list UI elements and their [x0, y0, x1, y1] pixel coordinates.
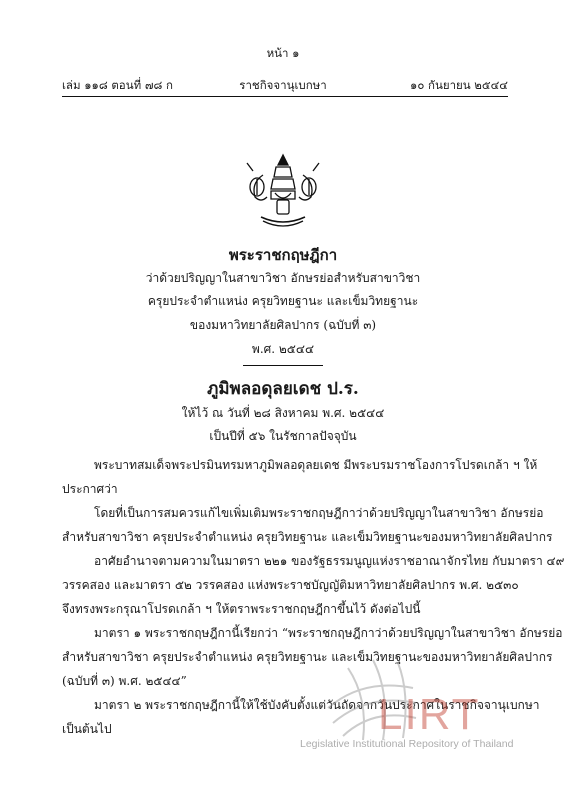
title-divider	[243, 365, 323, 366]
publication-date: ๑๐ กันยายน ๒๕๔๔	[410, 78, 508, 92]
royal-emblem-icon	[233, 153, 333, 233]
body-line: จึงทรงพระกรุณาโปรดเกล้า ฯ ให้ตราพระราชกฤษฎีกาขึ้นไว้ ดังต่อไปนี้	[62, 602, 421, 616]
body-line: สำหรับสาขาวิชา ครุยประจำตำแหน่ง ครุยวิทยฐานะ และเข็มวิทยฐานะของมหาวิทยาลัยศิลปากร	[62, 530, 553, 544]
decree-subtitle-3: ของมหาวิทยาลัยศิลปากร (ฉบับที่ ๓)	[189, 318, 377, 332]
body-line: (ฉบับที่ ๓) พ.ศ. ๒๕๔๔”	[62, 674, 187, 688]
body-line: โดยที่เป็นการสมควรแก้ไขเพิ่มเติมพระราชกฤษฎีกาว่าด้วยปริญญาในสาขาวิชา อักษรย่อ	[94, 506, 544, 520]
body-line: ประกาศว่า	[62, 482, 118, 496]
body-line: วรรคสอง และมาตรา ๕๒ วรรคสอง แห่งพระราชบัญญัติมหาวิทยาลัยศิลปากร พ.ศ. ๒๕๓๐	[62, 578, 519, 592]
reign-year: เป็นปีที่ ๕๖ ในรัชกาลปัจจุบัน	[209, 429, 357, 443]
decree-subtitle-2: ครุยประจำตำแหน่ง ครุยวิทยฐานะ และเข็มวิทยฐานะ	[147, 294, 419, 308]
royal-signature: ภูมิพลอดุลยเดช ป.ร.	[207, 379, 359, 399]
lirt-logo-text: LIRT	[378, 690, 481, 739]
body-line: เป็นต้นไป	[62, 722, 112, 736]
gazette-name: ราชกิจจานุเบกษา	[239, 78, 327, 92]
page-number: หน้า ๑	[266, 46, 300, 60]
body-line: มาตรา ๒ พระราชกฤษฎีกานี้ให้ใช้บังคับตั้งแต่วันถัดจากวันประกาศในราชกิจจานุเบกษา	[94, 698, 540, 712]
volume-issue: เล่ม ๑๑๘ ตอนที่ ๗๘ ก	[62, 78, 173, 92]
given-date: ให้ไว้ ณ วันที่ ๒๘ สิงหาคม พ.ศ. ๒๕๔๔	[181, 406, 385, 420]
body-line: อาศัยอำนาจตามความในมาตรา ๒๒๑ ของรัฐธรรมนูญแห่งราชอาณาจักรไทย กับมาตรา ๔๙	[94, 554, 565, 568]
body-line: มาตรา ๑ พระราชกฤษฎีกานี้เรียกว่า “พระราชกฤษฎีกาว่าด้วยปริญญาในสาขาวิชา อักษรย่อ	[94, 626, 563, 640]
decree-subtitle-1: ว่าด้วยปริญญาในสาขาวิชา อักษรย่อสำหรับสาขาวิชา	[145, 271, 421, 285]
body-line: สำหรับสาขาวิชา ครุยประจำตำแหน่ง ครุยวิทยฐานะ และเข็มวิทยฐานะของมหาวิทยาลัยศิลปากร	[62, 650, 553, 664]
header-rule	[62, 96, 508, 97]
body-line: พระบาทสมเด็จพระปรมินทรมหาภูมิพลอดุลยเดช มีพระบรมราชโองการโปรดเกล้า ฯ ให้	[94, 458, 538, 472]
decree-title: พระราชกฤษฎีกา	[228, 246, 338, 264]
decree-year: พ.ศ. ๒๕๔๔	[251, 342, 315, 356]
lirt-caption: Legislative Institutional Repository of Thailand	[300, 738, 514, 750]
